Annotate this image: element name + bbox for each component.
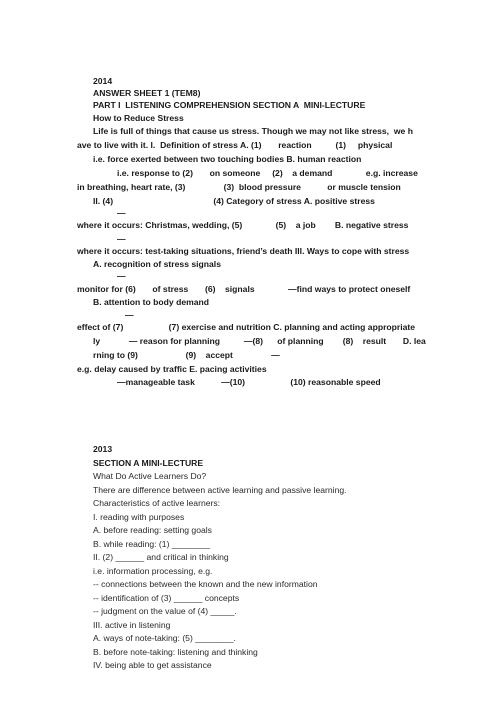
lecture-line: I. reading with purposes: [93, 512, 185, 522]
lecture-line: A. ways of note-taking: (5) ________.: [93, 633, 236, 643]
lecture-line: -- judgment on the value of (4) _____.: [93, 606, 237, 616]
lecture-line: where it occurs: test-taking situations, friend’s death III. Ways to cope with stress: [77, 246, 410, 256]
lecture-line: in breathing, heart rate, (3) (3) blood pressure or muscle tension: [77, 182, 401, 192]
year-2013: 2013: [93, 444, 113, 454]
lecture-line: A. recognition of stress signals: [93, 259, 221, 269]
lecture-line: ly — reason for planning —(8) of planning (8) result D. lea: [93, 336, 426, 346]
lecture-line: where it occurs: Christmas, wedding, (5) (5) a job B. negative stress: [77, 220, 409, 230]
section-heading: SECTION A MINI-LECTURE: [93, 458, 204, 468]
lecture-line: A. before reading: setting goals: [93, 525, 212, 535]
answer-sheet-title: ANSWER SHEET 1 (TEM8): [93, 88, 201, 98]
lecture-line: effect of (7) (7) exercise and nutrition C. planning and acting appropriate: [77, 322, 416, 332]
part-heading: PART I LISTENING COMPREHENSION SECTION A MINI-LECTURE: [93, 100, 366, 110]
lecture-line: There are difference between active learning and passive learning.: [93, 485, 347, 495]
lecture-line: II. (4) (4) Category of stress A. positive stress: [93, 196, 375, 206]
dash: —: [117, 271, 126, 281]
lecture-line: monitor for (6) of stress (6) signals —find ways to protect oneself: [77, 284, 411, 294]
lecture-line: What Do Active Learners Do?: [93, 471, 207, 481]
lecture-line: Life is full of things that cause us stress. Though we may not like stress, we h: [93, 126, 413, 136]
lecture-line: i.e. response to (2) on someone (2) a demand e.g. increase: [117, 168, 418, 178]
lecture-line: B. attention to body demand: [93, 297, 210, 307]
lecture-line: rning to (9) (9) accept —: [93, 350, 280, 360]
lecture-line: -- connections between the known and the new information: [93, 579, 318, 589]
lecture-title: How to Reduce Stress: [93, 113, 184, 123]
lecture-line: i.e. information processing, e.g.: [93, 566, 213, 576]
lecture-line: ave to live with it. I. Definition of stress A. (1) reaction (1) physical: [77, 140, 393, 150]
lecture-line: IV. being able to get assistance: [93, 660, 212, 670]
lecture-line: i.e. force exerted between two touching bodies B. human reaction: [93, 154, 362, 164]
dash: —: [125, 310, 134, 320]
dash: —: [117, 208, 126, 218]
lecture-line: e.g. delay caused by traffic E. pacing activities: [77, 364, 267, 374]
lecture-line: III. active in listening: [93, 620, 171, 630]
lecture-line: —manageable task —(10) (10) reasonable speed: [117, 377, 381, 387]
lecture-line: Characteristics of active learners:: [93, 498, 221, 508]
year-2014: 2014: [93, 76, 113, 86]
dash: —: [117, 234, 126, 244]
lecture-line: B. before note-taking: listening and thinking: [93, 647, 258, 657]
lecture-line: -- identification of (3) ______ concepts: [93, 593, 240, 603]
lecture-line: B. while reading: (1) ________: [93, 539, 211, 549]
lecture-line: II. (2) ______ and critical in thinking: [93, 552, 229, 562]
